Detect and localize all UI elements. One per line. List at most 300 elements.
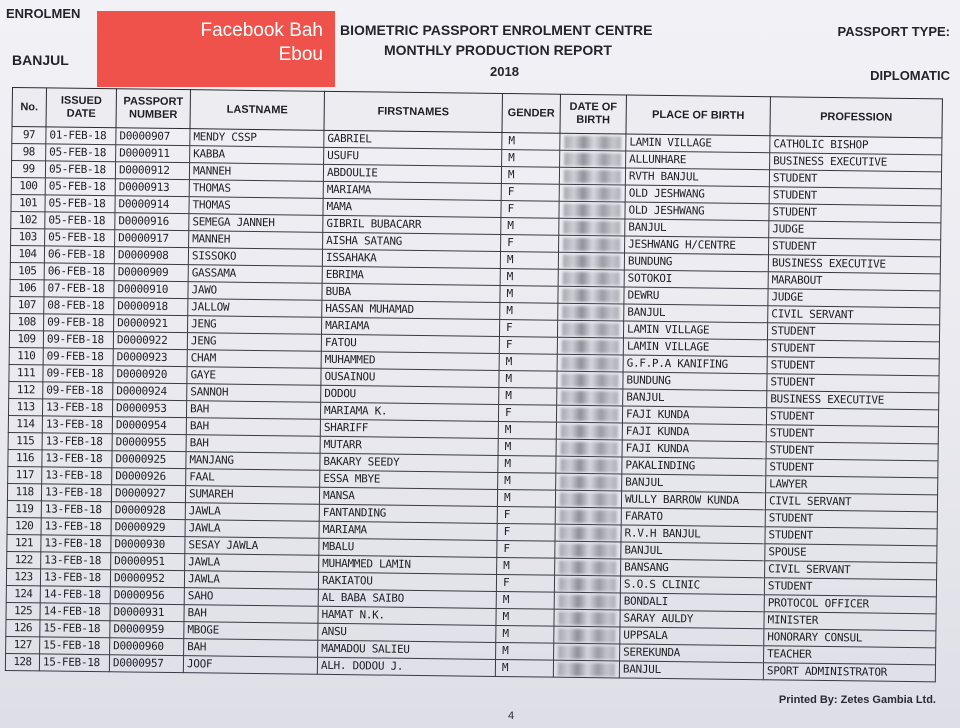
cell-profession: BUSINESS EXECUTIVE (767, 391, 939, 410)
cell-gender: M (499, 370, 557, 388)
cell-issued-date: 15-FEB-18 (40, 620, 110, 638)
cell-passport-number: D0000927 (111, 485, 185, 503)
cell-issued-date: 13-FEB-18 (42, 416, 112, 434)
production-table-container (5, 87, 942, 682)
cell-passport-number: D0000909 (114, 264, 188, 282)
redaction-blur (564, 152, 621, 166)
cell-no: 115 (8, 432, 42, 449)
cell-place-of-birth: FAJI KUNDA (622, 406, 766, 425)
cell-gender: M (497, 557, 555, 575)
cell-lastname: SEMEGA JANNEH (189, 214, 323, 233)
cell-gender: M (500, 268, 558, 286)
cell-place-of-birth: LAMIN VILLAGE (623, 338, 767, 357)
col-header-date-of-birth: DATE OF BIRTH (560, 94, 626, 134)
cell-no: 100 (11, 177, 45, 194)
cell-passport-number: D0000907 (116, 128, 190, 146)
cell-firstnames: BAKARY SEEDY (320, 453, 498, 472)
cell-issued-date: 13-FEB-18 (41, 535, 111, 553)
cell-date-of-birth-redacted (558, 286, 624, 304)
cell-firstnames: HAMAT N.K. (318, 606, 496, 625)
cell-firstnames: BUBA (322, 283, 500, 302)
cell-lastname: JOOF (183, 656, 317, 675)
cell-no: 111 (9, 364, 43, 381)
cell-place-of-birth: LAMIN VILLAGE (623, 321, 767, 340)
cell-profession: BUSINESS EXECUTIVE (770, 153, 942, 172)
cell-firstnames: GIBRIL BUBACARR (323, 215, 501, 234)
cell-firstnames: MUHAMMED (321, 351, 499, 370)
cell-issued-date: 05-FEB-18 (45, 229, 115, 247)
cell-date-of-birth-redacted (560, 150, 626, 168)
cell-date-of-birth-redacted (554, 575, 620, 593)
col-header-lastname: LASTNAME (190, 90, 324, 131)
cell-passport-number: D0000952 (110, 570, 184, 588)
cell-passport-number: D0000913 (115, 179, 189, 197)
cell-place-of-birth: FAJI KUNDA (622, 440, 766, 459)
cell-gender: F (498, 404, 556, 422)
cell-passport-number: D0000920 (113, 366, 187, 384)
cell-place-of-birth: BUNDUNG (623, 372, 767, 391)
cell-profession: SPOUSE (765, 544, 937, 563)
redaction-blur (562, 288, 619, 302)
production-table (5, 87, 943, 682)
cell-place-of-birth: DEWRU (624, 287, 768, 306)
redaction-blur (563, 254, 620, 268)
location-label: BANJUL (12, 52, 69, 68)
cell-gender: M (497, 489, 555, 507)
cell-passport-number: D0000908 (114, 247, 188, 265)
cell-gender: F (499, 336, 557, 354)
cell-date-of-birth-redacted (553, 660, 619, 678)
cell-profession: STUDENT (767, 374, 939, 393)
cell-place-of-birth: G.F.P.A KANIFING (623, 355, 767, 374)
cell-firstnames: RAKIATOU (318, 572, 496, 591)
cell-passport-number: D0000960 (110, 638, 184, 656)
cell-gender: M (501, 166, 559, 184)
redaction-blur (563, 271, 620, 285)
cell-issued-date: 06-FEB-18 (44, 263, 114, 281)
cell-firstnames: ABDOULIE (323, 164, 501, 183)
cell-passport-number: D0000955 (112, 434, 186, 452)
col-header-place-of-birth: PLACE OF BIRTH (626, 95, 770, 136)
cell-firstnames: MBALU (319, 538, 497, 557)
cell-gender: M (500, 302, 558, 320)
cell-passport-number: D0000926 (112, 468, 186, 486)
cell-profession: JUDGE (768, 289, 940, 308)
cell-passport-number: D0000930 (111, 536, 185, 554)
redaction-blur (559, 594, 616, 608)
col-header-passport-number: PASSPORT NUMBER (116, 89, 190, 129)
cell-no: 122 (7, 551, 41, 568)
cell-gender: M (499, 387, 557, 405)
cell-place-of-birth: BUNDUNG (624, 253, 768, 272)
cell-passport-number: D0000956 (110, 587, 184, 605)
passport-type-label: PASSPORT TYPE: (837, 24, 950, 39)
cell-gender: M (495, 659, 553, 677)
passport-type-value: DIPLOMATIC (870, 68, 950, 83)
redaction-blur (561, 407, 618, 421)
cell-place-of-birth: OLD JESHWANG (625, 202, 769, 221)
cell-gender: M (500, 251, 558, 269)
cell-profession: MINISTER (764, 612, 936, 631)
cell-issued-date: 14-FEB-18 (40, 603, 110, 621)
cell-issued-date: 13-FEB-18 (40, 569, 110, 587)
cell-no: 118 (7, 483, 41, 500)
cell-gender: M (498, 472, 556, 490)
cell-place-of-birth: OLD JESHWANG (625, 185, 769, 204)
cell-firstnames: FATOU (321, 334, 499, 353)
cell-profession: STUDENT (766, 425, 938, 444)
cell-issued-date: 05-FEB-18 (45, 212, 115, 230)
col-header-gender: GENDER (502, 93, 560, 133)
cell-lastname: SUMAREH (185, 486, 319, 505)
cell-profession: BUSINESS EXECUTIVE (768, 255, 940, 274)
cell-place-of-birth: BANJUL (625, 219, 769, 238)
cell-lastname: CHAM (187, 350, 321, 369)
cell-gender: M (498, 455, 556, 473)
cell-issued-date: 06-FEB-18 (44, 246, 114, 264)
cell-passport-number: D0000954 (112, 417, 186, 435)
cell-no: 123 (6, 568, 40, 585)
cell-no: 99 (11, 161, 45, 178)
cell-firstnames: OUSAINOU (321, 368, 499, 387)
cell-passport-number: D0000912 (115, 162, 189, 180)
cell-gender: F (501, 234, 559, 252)
cell-date-of-birth-redacted (557, 371, 623, 389)
cell-firstnames: ISSAHAKA (322, 249, 500, 268)
cell-passport-number: D0000959 (110, 621, 184, 639)
cell-lastname: THOMAS (189, 197, 323, 216)
redaction-blur (562, 356, 619, 370)
cell-lastname: KABBA (190, 146, 324, 165)
cell-profession: STUDENT (767, 357, 939, 376)
cell-profession: STUDENT (769, 187, 941, 206)
cell-place-of-birth: ALLUNHARE (626, 151, 770, 170)
cell-firstnames: MARIAMA (319, 521, 497, 540)
cell-no: 101 (11, 194, 45, 211)
cell-date-of-birth-redacted (559, 167, 625, 185)
cell-gender: M (496, 608, 554, 626)
cell-issued-date: 13-FEB-18 (42, 467, 112, 485)
redaction-blur (562, 322, 619, 336)
cell-profession: HONORARY CONSUL (764, 629, 936, 648)
cell-passport-number: D0000928 (111, 502, 185, 520)
cell-lastname: GASSAMA (188, 265, 322, 284)
cell-issued-date: 09-FEB-18 (44, 314, 114, 332)
redaction-blur (564, 169, 621, 183)
cell-no: 121 (7, 534, 41, 551)
col-header-profession: PROFESSION (770, 97, 942, 138)
cell-gender: F (497, 523, 555, 541)
cell-gender: F (497, 506, 555, 524)
cell-place-of-birth: S.O.S CLINIC (620, 576, 764, 595)
cell-date-of-birth-redacted (558, 303, 624, 321)
cell-issued-date: 13-FEB-18 (42, 399, 112, 417)
cell-lastname: SAHO (184, 588, 318, 607)
cell-date-of-birth-redacted (559, 235, 625, 253)
redaction-blur (564, 135, 621, 149)
cell-lastname: BAH (186, 401, 320, 420)
cell-gender: F (497, 540, 555, 558)
cell-no: 124 (6, 585, 40, 602)
cell-passport-number: D0000922 (113, 332, 187, 350)
cell-place-of-birth: SOTOKOI (624, 270, 768, 289)
cell-lastname: JAWLA (185, 554, 319, 573)
cell-issued-date: 13-FEB-18 (42, 433, 112, 451)
cell-lastname: MBOGE (184, 622, 318, 641)
cell-place-of-birth: SARAY AULDY (620, 610, 764, 629)
cell-issued-date: 08-FEB-18 (44, 297, 114, 315)
cell-date-of-birth-redacted (557, 337, 623, 355)
cell-profession: STUDENT (766, 459, 938, 478)
redaction-blur (560, 492, 617, 506)
cell-no: 113 (8, 398, 42, 415)
cell-place-of-birth: RVTH BANJUL (625, 168, 769, 187)
redaction-blur (563, 203, 620, 217)
report-title: BIOMETRIC PASSPORT ENROLMENT CENTRE (340, 22, 653, 38)
cell-firstnames: GABRIEL (324, 130, 502, 149)
cell-lastname: BAH (186, 435, 320, 454)
cell-no: 120 (7, 517, 41, 534)
cell-no: 110 (9, 347, 43, 364)
cell-issued-date: 13-FEB-18 (41, 518, 111, 536)
cell-no: 102 (11, 211, 45, 228)
redaction-blur (559, 560, 616, 574)
cell-issued-date: 13-FEB-18 (42, 450, 112, 468)
cell-passport-number: D0000925 (112, 451, 186, 469)
cell-profession: CIVIL SERVANT (765, 561, 937, 580)
cell-date-of-birth-redacted (556, 456, 622, 474)
cell-firstnames: MANSA (319, 487, 497, 506)
cell-lastname: JAWLA (185, 520, 319, 539)
cell-date-of-birth-redacted (555, 558, 621, 576)
cell-issued-date: 01-FEB-18 (46, 127, 116, 145)
cell-profession: STUDENT (767, 340, 939, 359)
redaction-blur (562, 339, 619, 353)
cell-place-of-birth: BANJUL (621, 542, 765, 561)
cell-lastname: JALLOW (188, 299, 322, 318)
cell-profession: STUDENT (767, 323, 939, 342)
cell-issued-date: 07-FEB-18 (44, 280, 114, 298)
cell-firstnames: MUTARR (320, 436, 498, 455)
cell-place-of-birth: R.V.H BANJUL (621, 525, 765, 544)
redaction-blur (561, 424, 618, 438)
redaction-blur (561, 441, 618, 455)
redaction-blur (564, 186, 621, 200)
cell-passport-number: D0000911 (116, 145, 190, 163)
cell-firstnames: MARIAMA (322, 317, 500, 336)
cell-no: 114 (8, 415, 42, 432)
redaction-blur (562, 305, 619, 319)
cell-no: 127 (6, 636, 40, 653)
redaction-blur (560, 475, 617, 489)
cell-date-of-birth-redacted (556, 422, 622, 440)
cell-firstnames: FANTANDING (319, 504, 497, 523)
cell-no: 97 (12, 127, 46, 144)
cell-issued-date: 05-FEB-18 (45, 178, 115, 196)
redaction-blur (558, 645, 615, 659)
cell-no: 128 (5, 653, 39, 670)
cell-profession: CIVIL SERVANT (765, 493, 937, 512)
cell-no: 105 (10, 262, 44, 279)
cell-gender: M (499, 353, 557, 371)
redaction-blur (561, 390, 618, 404)
cell-firstnames: MAMA (323, 198, 501, 217)
cell-firstnames: HASSAN MUHAMAD (322, 300, 500, 319)
cell-lastname: BAH (184, 639, 318, 658)
cell-date-of-birth-redacted (556, 473, 622, 491)
cell-lastname: MANNEH (189, 231, 323, 250)
cell-profession: SPORT ADMINISTRATOR (763, 663, 935, 682)
cell-issued-date: 14-FEB-18 (40, 586, 110, 604)
col-header-firstnames: FIRSTNAMES (324, 91, 502, 132)
cell-no: 125 (6, 602, 40, 619)
cell-firstnames: ANSU (318, 623, 496, 642)
cell-firstnames: EBRIMA (322, 266, 500, 285)
redaction-blur (563, 237, 620, 251)
cell-gender: M (496, 591, 554, 609)
cell-profession: MARABOUT (768, 272, 940, 291)
cell-issued-date: 05-FEB-18 (46, 144, 116, 162)
cell-lastname: FAAL (186, 469, 320, 488)
cell-place-of-birth: SEREKUNDA (620, 644, 764, 663)
cell-no: 116 (8, 449, 42, 466)
cell-firstnames: DODOU (321, 385, 499, 404)
cell-passport-number: D0000921 (114, 315, 188, 333)
cell-issued-date: 13-FEB-18 (41, 484, 111, 502)
cell-date-of-birth-redacted (554, 626, 620, 644)
cell-passport-number: D0000914 (115, 196, 189, 214)
cell-gender: M (502, 132, 560, 150)
cell-firstnames: AL BABA SAIBO (318, 589, 496, 608)
cell-place-of-birth: FARATO (621, 508, 765, 527)
cell-place-of-birth: JESHWANG H/CENTRE (625, 236, 769, 255)
cell-firstnames: ESSA MBYE (320, 470, 498, 489)
redaction-blur (558, 628, 615, 642)
redaction-blur (559, 543, 616, 557)
cell-issued-date: 13-FEB-18 (41, 501, 111, 519)
cell-gender: M (502, 149, 560, 167)
cell-profession: STUDENT (769, 238, 941, 257)
cell-issued-date: 09-FEB-18 (43, 365, 113, 383)
cell-profession: TEACHER (764, 646, 936, 665)
redaction-blur (560, 458, 617, 472)
cell-no: 98 (12, 144, 46, 161)
cell-issued-date: 09-FEB-18 (43, 331, 113, 349)
cell-place-of-birth: UPPSALA (620, 627, 764, 646)
cell-passport-number: D0000917 (115, 230, 189, 248)
cell-no: 109 (9, 330, 43, 347)
cell-profession: STUDENT (766, 442, 938, 461)
cell-gender: M (500, 285, 558, 303)
cell-issued-date: 15-FEB-18 (39, 654, 109, 672)
report-subtitle: MONTHLY PRODUCTION REPORT (384, 42, 612, 58)
cell-lastname: JENG (187, 333, 321, 352)
cell-gender: F (501, 183, 559, 201)
redaction-blur (558, 662, 615, 676)
cell-lastname: MANJANG (186, 452, 320, 471)
watermark-line-1: Facebook Bah (200, 20, 323, 41)
cell-passport-number: D0000951 (111, 553, 185, 571)
cell-lastname: SESAY JAWLA (185, 537, 319, 556)
redaction-blur (561, 373, 618, 387)
cell-date-of-birth-redacted (558, 252, 624, 270)
cell-profession: STUDENT (765, 510, 937, 529)
cell-profession: CIVIL SERVANT (768, 306, 940, 325)
cell-gender: F (501, 200, 559, 218)
printed-by-footer: Printed By: Zetes Gambia Ltd. (778, 694, 936, 706)
page-number: 4 (508, 710, 515, 722)
cell-no: 107 (10, 296, 44, 313)
cell-issued-date: 05-FEB-18 (45, 195, 115, 213)
cell-place-of-birth: BANJUL (622, 474, 766, 493)
cell-date-of-birth-redacted (555, 524, 621, 542)
cell-firstnames: USUFU (324, 147, 502, 166)
cell-profession: JUDGE (769, 221, 941, 240)
cell-no: 117 (8, 466, 42, 483)
cell-date-of-birth-redacted (554, 643, 620, 661)
cell-profession: STUDENT (766, 408, 938, 427)
cell-place-of-birth: FAJI KUNDA (622, 423, 766, 442)
cell-date-of-birth-redacted (554, 609, 620, 627)
cell-profession: STUDENT (765, 527, 937, 546)
cell-lastname: MANNEH (189, 163, 323, 182)
cell-place-of-birth: BONDALI (620, 593, 764, 612)
cell-no: 108 (10, 313, 44, 330)
cell-firstnames: MAMADOU SALIEU (318, 640, 496, 659)
cell-lastname: SANNOH (187, 384, 321, 403)
cell-place-of-birth: BANSANG (621, 559, 765, 578)
cell-date-of-birth-redacted (559, 201, 625, 219)
redaction-blur (558, 611, 615, 625)
cell-date-of-birth-redacted (556, 405, 622, 423)
cell-gender: M (496, 625, 554, 643)
cell-lastname: BAH (184, 605, 318, 624)
cell-firstnames: AISHA SATANG (323, 232, 501, 251)
cell-date-of-birth-redacted (556, 439, 622, 457)
redaction-blur (560, 526, 617, 540)
cell-date-of-birth-redacted (557, 388, 623, 406)
cell-passport-number: D0000924 (113, 383, 187, 401)
cell-date-of-birth-redacted (557, 320, 623, 338)
col-header-no: No. (12, 88, 46, 127)
cell-no: 103 (11, 228, 45, 245)
cell-profession: STUDENT (769, 204, 941, 223)
cell-lastname: BAH (186, 418, 320, 437)
cell-gender: M (496, 642, 554, 660)
cell-date-of-birth-redacted (555, 541, 621, 559)
cell-lastname: JAWLA (184, 571, 318, 590)
cell-place-of-birth: WULLY BARROW KUNDA (621, 491, 765, 510)
cell-passport-number: D0000918 (114, 298, 188, 316)
cell-place-of-birth: BANJUL (619, 661, 763, 680)
table-body (5, 127, 942, 682)
cell-place-of-birth: PAKALINDING (622, 457, 766, 476)
cell-issued-date: 05-FEB-18 (45, 161, 115, 179)
cell-date-of-birth-redacted (555, 490, 621, 508)
cell-gender: F (499, 319, 557, 337)
cell-gender: F (496, 574, 554, 592)
cell-passport-number: D0000910 (114, 281, 188, 299)
cell-place-of-birth: BANJUL (623, 389, 767, 408)
cell-gender: M (498, 438, 556, 456)
facebook-watermark-badge (97, 11, 335, 87)
cell-lastname: MENDY CSSP (190, 129, 324, 148)
cell-issued-date: 13-FEB-18 (41, 552, 111, 570)
cell-date-of-birth-redacted (559, 184, 625, 202)
cell-firstnames: MUHAMMED LAMIN (319, 555, 497, 574)
cell-passport-number: D0000916 (115, 213, 189, 231)
enrolment-heading: ENROLMEN (6, 6, 81, 21)
